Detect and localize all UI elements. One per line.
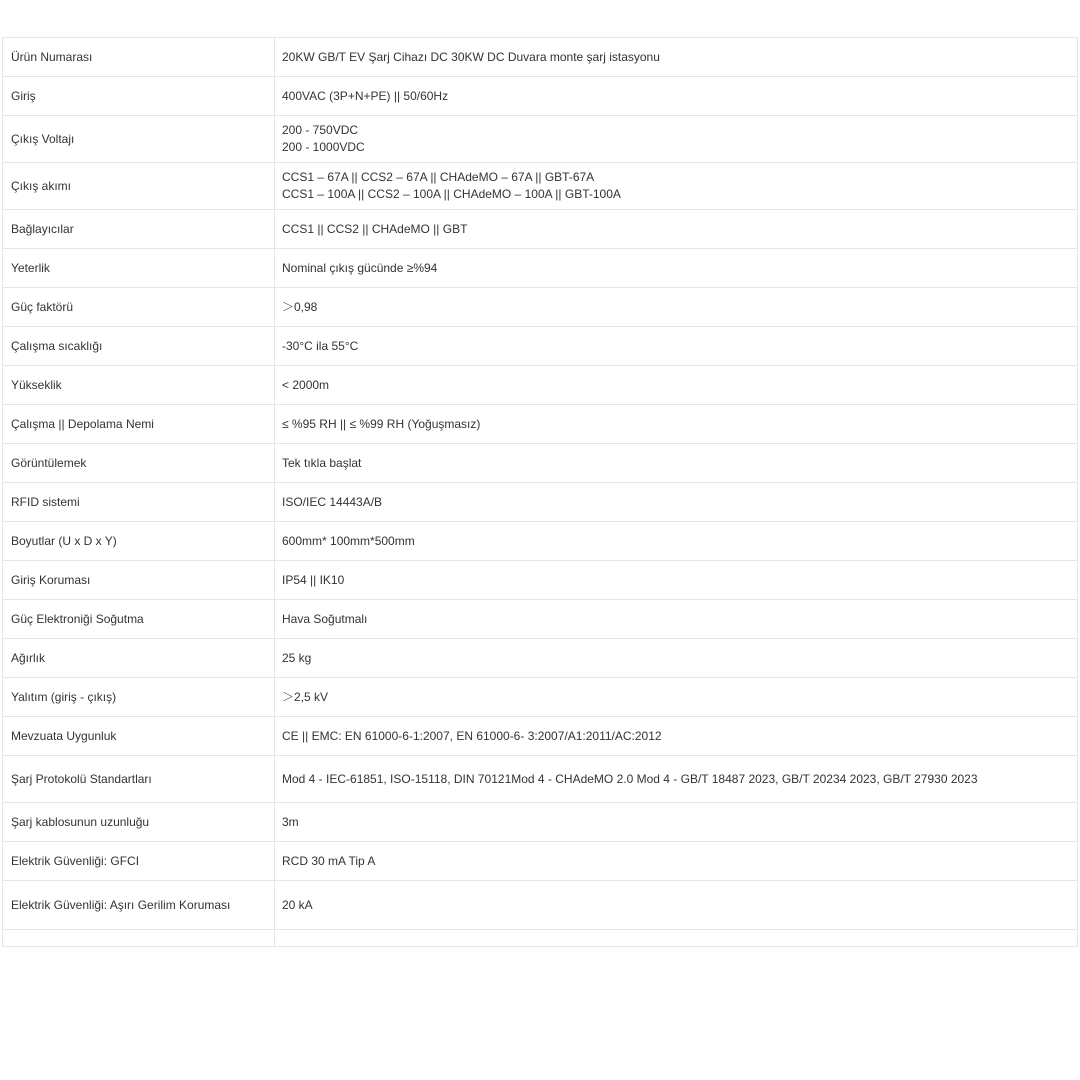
spec-value-line: Hava Soğutmalı — [282, 611, 368, 626]
spec-value — [275, 163, 1078, 210]
spec-label: Elektrik Güvenliği: GFCI — [3, 842, 275, 881]
table-row — [3, 116, 1078, 163]
spec-value-line: ≤ %95 RH || ≤ %99 RH (Yoğuşmasız) — [282, 416, 481, 431]
table-row — [3, 38, 1078, 77]
spec-value-line: 200 - 1000VDC — [282, 140, 365, 154]
spec-value — [275, 366, 1078, 405]
spec-value-line: -30°C ila 55°C — [282, 338, 359, 353]
table-row — [3, 327, 1078, 366]
empty-cell — [275, 930, 1078, 947]
spec-value — [275, 803, 1078, 842]
spec-value — [275, 77, 1078, 116]
table-row — [3, 717, 1078, 756]
spec-label: Çalışma || Depolama Nemi — [3, 405, 275, 444]
spec-label: RFID sistemi — [3, 483, 275, 522]
table-row — [3, 522, 1078, 561]
table-row — [3, 288, 1078, 327]
spec-value — [275, 717, 1078, 756]
spec-value — [275, 38, 1078, 77]
spec-value-line: < 2000m — [282, 377, 330, 392]
spec-value — [275, 881, 1078, 930]
spec-value-line: ISO/IEC 14443A/B — [282, 494, 383, 509]
table-row — [3, 561, 1078, 600]
spec-label: Çalışma sıcaklığı — [3, 327, 275, 366]
table-row-cut-off — [3, 930, 1078, 947]
spec-label: Giriş — [3, 77, 275, 116]
spec-value — [275, 522, 1078, 561]
spec-value-line: 3m — [282, 814, 299, 829]
spec-value — [275, 444, 1078, 483]
table-row — [3, 366, 1078, 405]
spec-value-line: IP54 || IK10 — [282, 572, 345, 587]
spec-label: Yeterlik — [3, 249, 275, 288]
spec-label: Çıkış Voltajı — [3, 116, 275, 163]
spec-value — [275, 327, 1078, 366]
spec-label: Ürün Numarası — [3, 38, 275, 77]
spec-value-line: CE || EMC: EN 61000-6-1:2007, EN 61000-6- 3:2007/A1:2011/AC:2012 — [282, 728, 662, 743]
spec-value-line: Nominal çıkış gücünde ≥%94 — [282, 260, 438, 275]
spec-label: Çıkış akımı — [3, 163, 275, 210]
spec-value-line: RCD 30 mA Tip A — [282, 853, 376, 868]
spec-value-line: CCS1 || CCS2 || CHAdeMO || GBT — [282, 221, 468, 236]
table-row — [3, 639, 1078, 678]
spec-label: Ağırlık — [3, 639, 275, 678]
spec-value — [275, 639, 1078, 678]
table-row — [3, 881, 1078, 930]
table-row — [3, 842, 1078, 881]
spec-value-line: 200 - 750VDC — [282, 123, 359, 137]
spec-label: Yükseklik — [3, 366, 275, 405]
table-row — [3, 77, 1078, 116]
spec-value-line: 20KW GB/T EV Şarj Cihazı DC 30KW DC Duvara monte şarj istasyonu — [282, 49, 660, 64]
table-row — [3, 600, 1078, 639]
spec-value-line: 400VAC (3P+N+PE) || 50/60Hz — [282, 88, 449, 103]
spec-value-line: ＞2,5 kV — [282, 689, 329, 704]
spec-value-line: Mod 4 - IEC-61851, ISO-15118, DIN 70121Mod 4 - CHAdeMO 2.0 Mod 4 - GB/T 18487 2023, GB/T 20234 2023, GB/T 27930 2023 — [282, 771, 978, 786]
spec-table — [2, 37, 1078, 947]
spec-value-line: 25 kg — [282, 650, 312, 665]
spec-label: Güç Elektroniği Soğutma — [3, 600, 275, 639]
spec-value-line: 600mm* 100mm*500mm — [282, 533, 415, 548]
spec-value-line: CCS1 – 67A || CCS2 – 67A || CHAdeMO – 67A || GBT-67A — [282, 170, 595, 184]
spec-value-line: ＞0,98 — [282, 299, 318, 314]
spec-label: Boyutlar (U x D x Y) — [3, 522, 275, 561]
table-row — [3, 678, 1078, 717]
spec-value — [275, 288, 1078, 327]
spec-value — [275, 756, 1078, 803]
table-row — [3, 803, 1078, 842]
table-row — [3, 405, 1078, 444]
spec-value-line: CCS1 – 100A || CCS2 – 100A || CHAdeMO – 100A || GBT-100A — [282, 187, 621, 201]
spec-value — [275, 483, 1078, 522]
spec-value-line: Tek tıkla başlat — [282, 455, 362, 470]
spec-value — [275, 210, 1078, 249]
table-row — [3, 210, 1078, 249]
spec-value — [275, 561, 1078, 600]
spec-value — [275, 600, 1078, 639]
spec-value — [275, 116, 1078, 163]
spec-table-body — [3, 38, 1078, 947]
spec-label: Yalıtım (giriş - çıkış) — [3, 678, 275, 717]
spec-label: Şarj Protokolü Standartları — [3, 756, 275, 803]
table-row — [3, 483, 1078, 522]
spec-label: Bağlayıcılar — [3, 210, 275, 249]
spec-value — [275, 678, 1078, 717]
spec-label: Giriş Koruması — [3, 561, 275, 600]
spec-value — [275, 842, 1078, 881]
table-row — [3, 163, 1078, 210]
table-row — [3, 444, 1078, 483]
spec-label: Güç faktörü — [3, 288, 275, 327]
table-row — [3, 756, 1078, 803]
spec-label: Mevzuata Uygunluk — [3, 717, 275, 756]
empty-cell — [3, 930, 275, 947]
table-row — [3, 249, 1078, 288]
spec-label: Elektrik Güvenliği: Aşırı Gerilim Koruması — [3, 881, 275, 930]
spec-value-line: 20 kA — [282, 897, 313, 912]
spec-table-container — [2, 37, 1078, 947]
spec-label: Görüntülemek — [3, 444, 275, 483]
spec-label: Şarj kablosunun uzunluğu — [3, 803, 275, 842]
spec-value — [275, 405, 1078, 444]
spec-value — [275, 249, 1078, 288]
